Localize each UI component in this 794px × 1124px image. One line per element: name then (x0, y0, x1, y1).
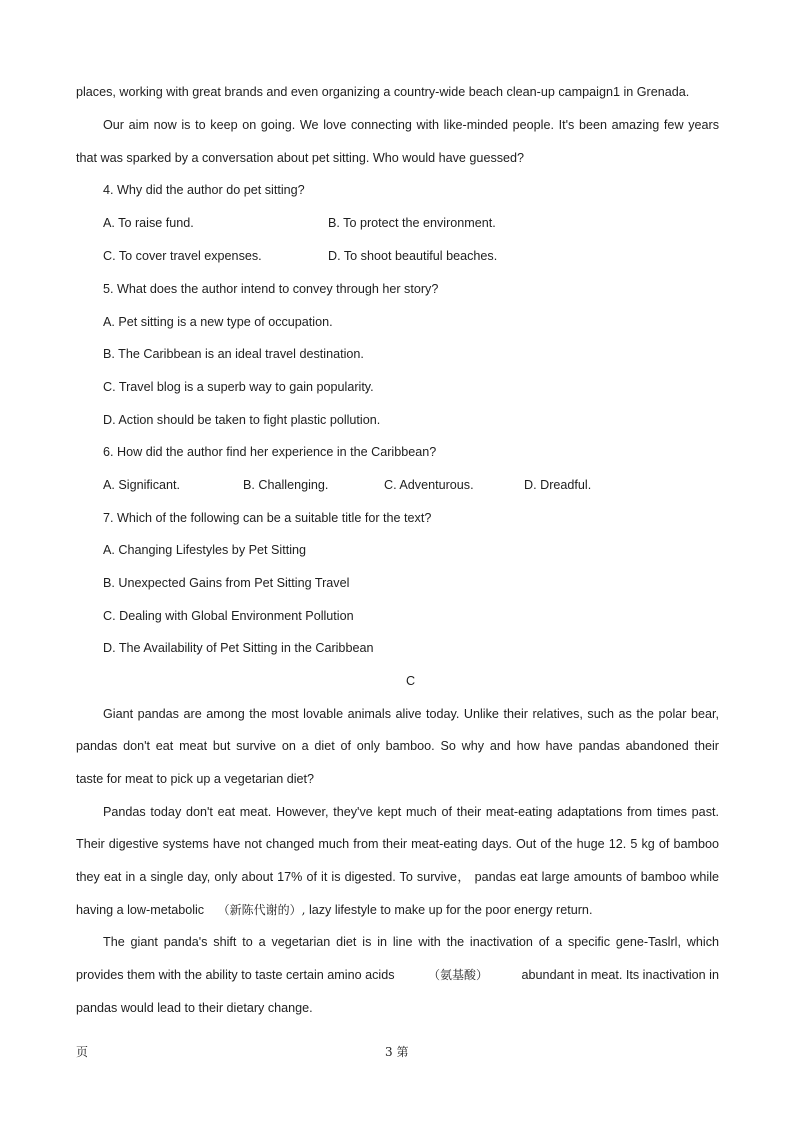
question-4-option-a: A. To raise fund. (103, 216, 194, 230)
footer-page-number: 3 第 (385, 1045, 409, 1059)
question-5-option-d: D. Action should be taken to fight plastic pollution. (103, 413, 381, 427)
question-5-stem: 5. What does the author intend to convey through her story? (103, 282, 439, 296)
footer-page-label: 页 (76, 1045, 89, 1059)
passage-c-p3-line2-text-a: provides them with the ability to taste certain amino acids (76, 968, 395, 982)
passage-c-heading: C (406, 674, 416, 688)
question-7-option-d: D. The Availability of Pet Sitting in the Caribbean (103, 641, 374, 655)
question-4-option-b: B. To protect the environment. (328, 216, 496, 230)
passage-c-p3-line3: pandas would lead to their dietary change. (76, 1001, 313, 1015)
question-4-options-row1 (103, 215, 723, 231)
question-5-option-a: A. Pet sitting is a new type of occupation. (103, 315, 333, 329)
passage-c-p1-line1: Giant pandas are among the most lovable animals alive today. Unlike their relatives, such as the polar bear, (103, 707, 719, 721)
question-7-option-a: A. Changing Lifestyles by Pet Sitting (103, 543, 307, 557)
passage-c-p1-line3: taste for meat to pick up a vegetarian diet? (76, 772, 315, 786)
passage-c-p2-gloss: （新陈代谢的）, (217, 903, 306, 917)
passage-c-p3-line2-text-b: abundant in meat. Its inactivation in (521, 968, 719, 982)
passage-c-p3-gloss: （氨基酸） (428, 968, 489, 982)
question-4-option-c: C. To cover travel expenses. (103, 249, 262, 263)
question-6-option-a: A. Significant. (103, 478, 181, 492)
question-4-options-row2 (103, 248, 723, 264)
passage-c-p3-line2 (76, 967, 719, 983)
question-6-option-d: D. Dreadful. (524, 478, 592, 492)
passage-c-p1-line2: pandas don't eat meat but survive on a diet of only bamboo. So why and how have pandas abandoned their (76, 739, 719, 753)
passage-c-p2-line4-text-b: lazy lifestyle to make up for the poor energy return. (308, 903, 593, 917)
question-7-stem: 7. Which of the following can be a suitable title for the text? (103, 511, 432, 525)
passage-c-p3-line1: The giant panda's shift to a vegetarian diet is in line with the inactivation of a specific gene-Taslrl, which (103, 935, 719, 949)
passage-c-p2-line1: Pandas today don't eat meat. However, they've kept much of their meat-eating adaptations from times past. (103, 805, 719, 819)
passage-b-closing-line1: Our aim now is to keep on going. We love connecting with like-minded people. It's been amazing few years (103, 118, 719, 132)
question-5-option-c: C. Travel blog is a superb way to gain popularity. (103, 380, 374, 394)
question-4-stem: 4. Why did the author do pet sitting? (103, 183, 305, 197)
passage-c-p2-line3: they eat in a single day, only about 17% of it is digested. To survive， pandas eat large amounts of bamboo while (76, 870, 719, 884)
question-5-option-b: B. The Caribbean is an ideal travel destination. (103, 347, 364, 361)
passage-b-tail-line: places, working with great brands and even organizing a country-wide beach clean-up campaign1 in Grenada. (76, 85, 690, 99)
passage-b-closing-line2: that was sparked by a conversation about pet sitting. Who would have guessed? (76, 151, 525, 165)
question-7-option-b: B. Unexpected Gains from Pet Sitting Travel (103, 576, 350, 590)
passage-c-p2-line4 (76, 902, 592, 918)
question-4-option-d: D. To shoot beautiful beaches. (328, 249, 498, 263)
passage-c-p2-line2: Their digestive systems have not changed much from their meat-eating days. Out of the huge 12. 5 kg of bamboo (76, 837, 719, 851)
question-6-option-b: B. Challenging. (243, 478, 329, 492)
question-6-option-c: C. Adventurous. (384, 478, 474, 492)
passage-c-p2-line4-text-a: having a low-metabolic (76, 903, 205, 917)
question-7-option-c: C. Dealing with Global Environment Pollution (103, 609, 354, 623)
question-6-stem: 6. How did the author find her experience in the Caribbean? (103, 445, 437, 459)
